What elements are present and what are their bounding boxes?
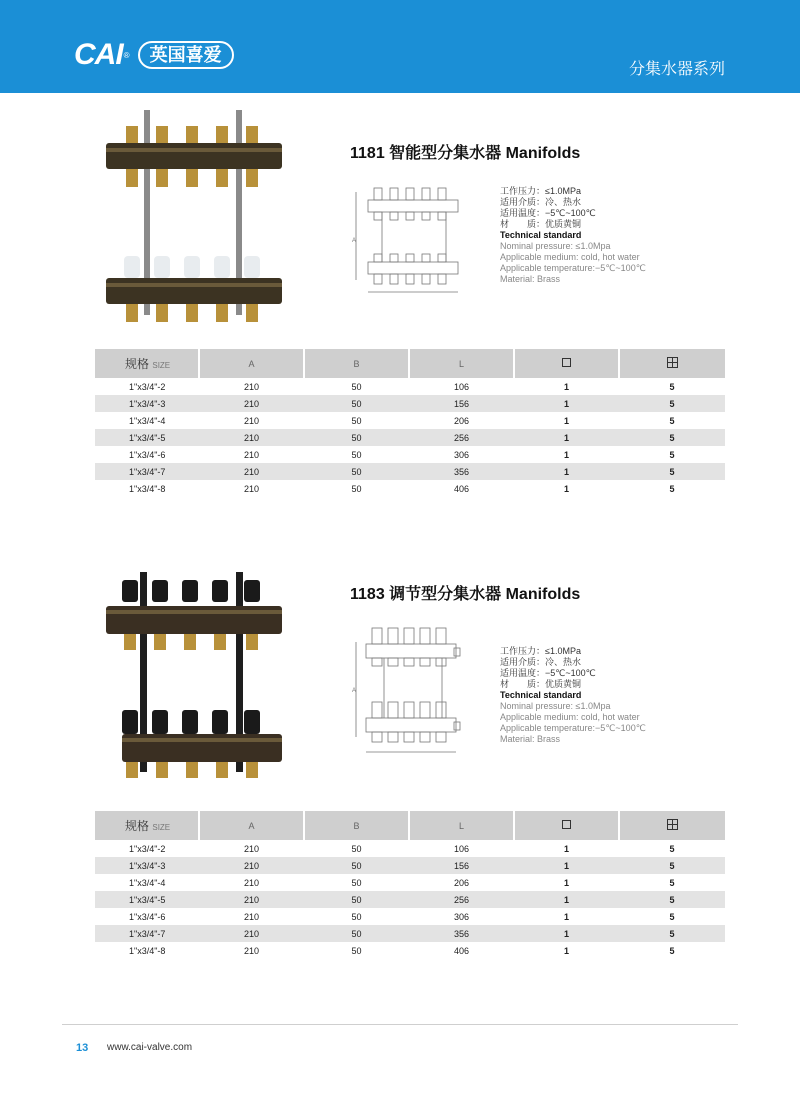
table-cell: 1 [514,378,619,395]
table-cell: 1 [514,395,619,412]
table-row [95,925,725,942]
table-cell: 1"x3/4"-3 [95,857,199,874]
table-cell: 1 [514,942,619,959]
single-box-icon [562,820,571,829]
single-box-icon [562,358,571,367]
table-cell: 210 [199,446,304,463]
table-cell: 210 [199,840,304,857]
table-cell: 5 [619,480,725,497]
column-header-box [514,811,619,840]
table-cell: 256 [409,429,514,446]
spec-line: 适用介质：冷、热水 [500,197,582,207]
table-row [95,942,725,959]
table-cell: 50 [304,925,409,942]
table-cell: 210 [199,942,304,959]
table-cell: 5 [619,891,725,908]
table-row [95,480,725,497]
table-cell: 5 [619,840,725,857]
table-cell: 210 [199,378,304,395]
table-cell: 1"x3/4"-7 [95,463,199,480]
column-header-l: L [409,811,514,840]
table-cell: 1 [514,480,619,497]
table-cell: 210 [199,412,304,429]
table-cell: 50 [304,412,409,429]
table-cell: 50 [304,874,409,891]
table-cell: 1 [514,429,619,446]
technical-drawing-1181 [350,180,465,300]
table-cell: 5 [619,908,725,925]
table-cell: 5 [619,395,725,412]
table-cell: 1"x3/4"-3 [95,395,199,412]
table-cell: 1"x3/4"-8 [95,480,199,497]
table-row [95,412,725,429]
table-cell: 1"x3/4"-5 [95,429,199,446]
table-cell: 156 [409,395,514,412]
table-row [95,446,725,463]
spec-block [500,646,646,745]
column-header-l: L [409,349,514,378]
table-cell: 210 [199,908,304,925]
table-cell: 1 [514,874,619,891]
table-cell: 1 [514,891,619,908]
size-label: 规格 [125,357,150,371]
table-row [95,857,725,874]
tech-standard-heading: Technical standard [500,230,582,240]
spec-line: 材 质：优质黄铜 [500,679,582,689]
table-cell: 306 [409,908,514,925]
table-cell: 406 [409,480,514,497]
table-row [95,874,725,891]
logo-chinese-name: 英国喜爱 [138,41,234,69]
column-header-carton [619,349,725,378]
table-cell: 1 [514,840,619,857]
spec-line: 适用温度：−5℃~100℃ [500,208,596,218]
table-cell: 50 [304,446,409,463]
website-link[interactable]: www.cai-valve.com [107,1042,193,1053]
spec-line-en: Material: Brass [500,734,561,744]
spec-line-en: Nominal pressure: ≤1.0Mpa [500,241,611,251]
spec-line-en: Applicable medium: cold, hot water [500,712,640,722]
spec-block [500,186,646,285]
table-cell: 1"x3/4"-4 [95,412,199,429]
table-row [95,395,725,412]
table-cell: 1"x3/4"-5 [95,891,199,908]
table-cell: 356 [409,463,514,480]
size-label-en: SIZE [152,361,171,370]
spec-line: 适用介质：冷、热水 [500,657,582,667]
table-cell: 5 [619,874,725,891]
table-cell: 1 [514,446,619,463]
table-cell: 210 [199,925,304,942]
table-row [95,378,725,395]
size-label-en: SIZE [152,823,171,832]
table-cell: 1 [514,463,619,480]
manifold-photo-1181 [104,108,284,328]
table-row [95,429,725,446]
table-cell: 1"x3/4"-7 [95,925,199,942]
column-header-b: B [304,811,409,840]
spec-line: 工作压力：≤1.0MPa [500,186,581,196]
table-cell: 356 [409,925,514,942]
spec-line-en: Applicable temperature:−5℃~100℃ [500,723,646,733]
table-cell: 206 [409,412,514,429]
page-number: 13 [76,1042,89,1054]
table-cell: 50 [304,395,409,412]
table-row [95,908,725,925]
table-cell: 5 [619,463,725,480]
table-cell: 50 [304,857,409,874]
table-cell: 5 [619,925,725,942]
table-cell: 210 [199,874,304,891]
table-cell: 306 [409,446,514,463]
size-label: 规格 [125,819,150,833]
table-cell: 50 [304,942,409,959]
table-cell: 210 [199,480,304,497]
product-title: 1183 调节型分集水器 Manifolds [350,586,581,603]
column-header-a: A [199,811,304,840]
spec-line: 适用温度：−5℃~100℃ [500,668,596,678]
size-table-1183 [95,811,725,959]
spec-line-en: Material: Brass [500,274,561,284]
table-cell: 1"x3/4"-4 [95,874,199,891]
table-cell: 210 [199,395,304,412]
table-cell: 1 [514,412,619,429]
table-cell: 210 [199,857,304,874]
table-cell: 106 [409,378,514,395]
column-header-size [95,811,199,840]
table-cell: 206 [409,874,514,891]
table-row [95,840,725,857]
table-cell: 1"x3/4"-2 [95,840,199,857]
table-header-row [95,811,725,840]
table-cell: 106 [409,840,514,857]
spec-line-en: Applicable medium: cold, hot water [500,252,640,262]
table-cell: 50 [304,908,409,925]
size-table-1181 [95,349,725,497]
spec-line: 工作压力：≤1.0MPa [500,646,581,656]
table-cell: 1 [514,908,619,925]
table-row [95,463,725,480]
carton-grid-icon [667,357,678,368]
table-cell: 1"x3/4"-8 [95,942,199,959]
table-cell: 406 [409,942,514,959]
logo-mark: CAI [74,38,123,71]
table-cell: 1"x3/4"-6 [95,908,199,925]
table-cell: 256 [409,891,514,908]
table-cell: 1"x3/4"-2 [95,378,199,395]
table-cell: 5 [619,378,725,395]
column-header-size [95,349,199,378]
brand-logo [74,38,234,72]
table-cell: 50 [304,480,409,497]
column-header-box [514,349,619,378]
product-title: 1181 智能型分集水器 Manifolds [350,145,581,162]
series-title: 分集水器系列 [628,61,725,78]
table-cell: 210 [199,463,304,480]
table-cell: 50 [304,378,409,395]
page-header [0,0,800,93]
table-cell: 5 [619,857,725,874]
svg-text:A: A [352,238,357,244]
carton-grid-icon [667,819,678,830]
table-cell: 1 [514,925,619,942]
table-header-row [95,349,725,378]
table-cell: 50 [304,429,409,446]
manifold-photo-1183 [104,570,284,782]
table-cell: 50 [304,891,409,908]
table-cell: 5 [619,412,725,429]
table-cell: 5 [619,942,725,959]
table-cell: 1"x3/4"-6 [95,446,199,463]
table-cell: 210 [199,429,304,446]
table-row [95,891,725,908]
table-cell: 50 [304,463,409,480]
spec-line-en: Applicable temperature:−5℃~100℃ [500,263,646,273]
table-cell: 1 [514,857,619,874]
column-header-a: A [199,349,304,378]
footer-divider [62,1024,738,1025]
technical-drawing-1183 [350,622,465,760]
table-cell: 5 [619,446,725,463]
table-cell: 50 [304,840,409,857]
registered-mark: ® [123,50,130,60]
spec-line-en: Nominal pressure: ≤1.0Mpa [500,701,611,711]
column-header-b: B [304,349,409,378]
table-cell: 210 [199,891,304,908]
svg-text:A: A [352,688,357,694]
table-cell: 156 [409,857,514,874]
spec-line: 材 质：优质黄铜 [500,219,582,229]
tech-standard-heading: Technical standard [500,690,582,700]
column-header-carton [619,811,725,840]
table-cell: 5 [619,429,725,446]
